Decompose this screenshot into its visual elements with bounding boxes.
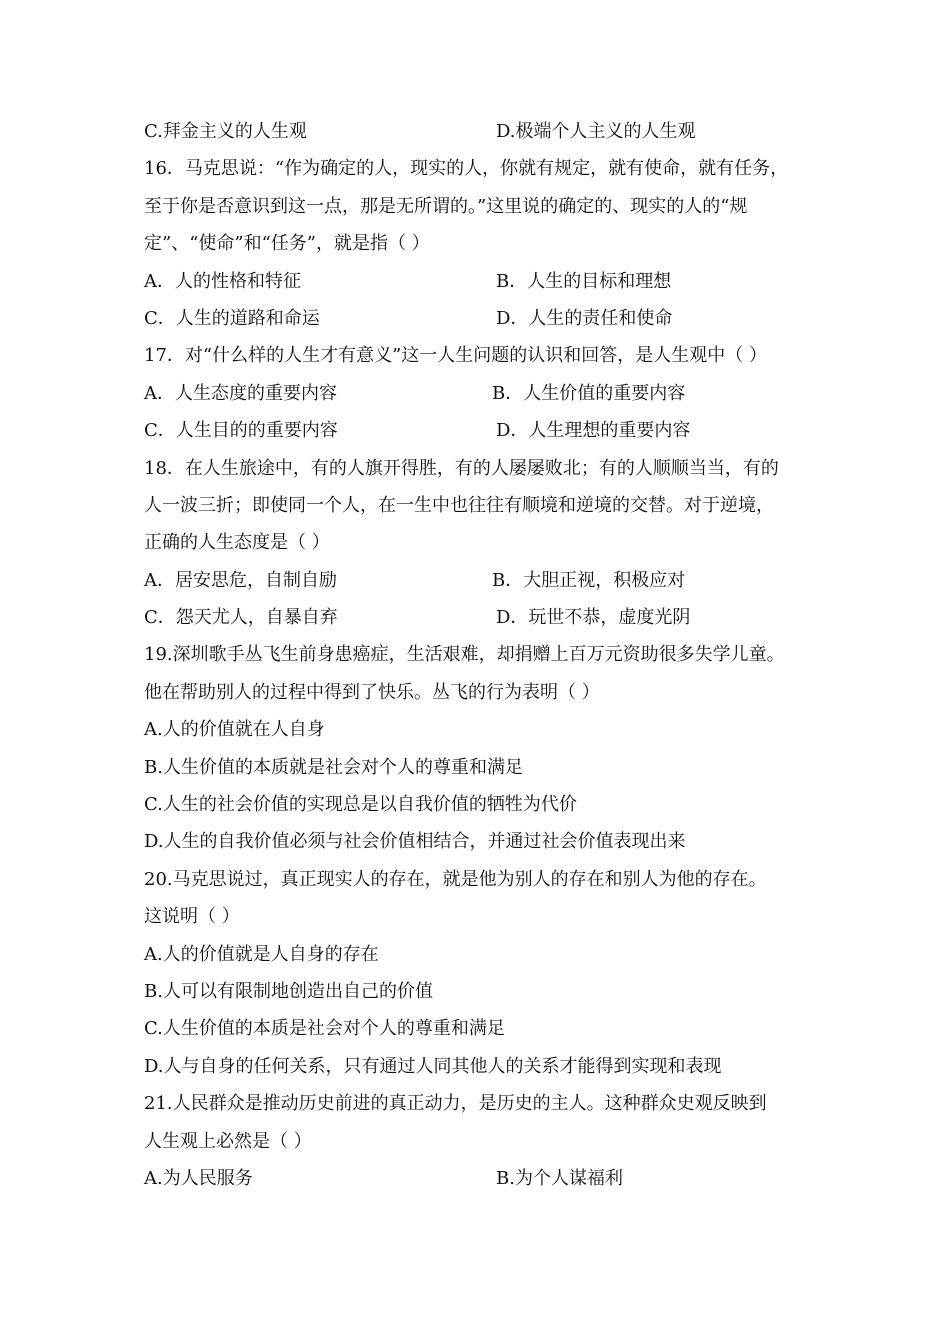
q18-option-d: D．玩世不恭，虚度光阴 — [496, 607, 691, 629]
q18-options-cd — [144, 599, 824, 636]
q16-option-a: A．人的性格和特征 — [144, 270, 301, 292]
q17-stem-line-1: 17．对“什么样的人生才有意义”这一人生问题的认识和回答，是人生观中（ ） — [144, 345, 768, 367]
q20-option-b: B.人可以有限制地创造出自己的价值 — [144, 980, 433, 1002]
q18-option-b: B．大胆正视，积极应对 — [492, 569, 686, 591]
q17-option-d: D．人生理想的重要内容 — [496, 420, 691, 442]
q20-option-c: C.人生价值的本质是社会对个人的尊重和满足 — [144, 1018, 505, 1040]
q16-option-b: B．人生的目标和理想 — [496, 270, 672, 292]
q15-option-c: C.拜金主义的人生观 — [144, 121, 307, 142]
q17-option-a: A．人生态度的重要内容 — [144, 382, 337, 404]
q21-stem-line-1: 21.人民群众是推动历史前进的真正动力，是历史的主人。这种群众史观反映到 — [144, 1093, 767, 1115]
q18-stem-line-3: 正确的人生态度是（ ） — [144, 532, 330, 554]
q16-options-ab — [144, 263, 824, 300]
q16-stem-line-1: 16．马克思说：“作为确定的人，现实的人，你就有规定，就有使命，就有任务， — [144, 158, 789, 180]
q20-option-d: D.人与自身的任何关系，只有通过人同其他人的关系才能得到实现和表现 — [144, 1055, 722, 1077]
q21-option-a: A.为人民服务 — [144, 1167, 253, 1189]
q18-option-c: C．怨天尤人，自暴自弃 — [144, 607, 338, 629]
q18-stem-line-1: 18．在人生旅途中，有的人旗开得胜，有的人屡屡败北；有的人顺顺当当，有的 — [144, 457, 779, 479]
q18-stem-line-2: 人一波三折；即使同一个人，在一生中也往往有顺境和逆境的交替。对于逆境， — [144, 494, 774, 516]
q19-option-a: A.人的价值就在人自身 — [144, 719, 325, 741]
q19-option-b: B.人生价值的本质就是社会对个人的尊重和满足 — [144, 756, 523, 778]
q19-option-c: C.人生的社会价值的实现总是以自我价值的牺牲为代价 — [144, 794, 577, 816]
q16-option-c: C．人生的道路和命运 — [144, 307, 320, 329]
q19-stem-line-2: 他在帮助别人的过程中得到了快乐。丛飞的行为表明（ ） — [144, 681, 600, 703]
q17-options-cd — [144, 412, 824, 449]
q20-stem-line-1: 20.马克思说过，真正现实人的存在，就是他为别人的存在和别人为他的存在。 — [144, 868, 767, 890]
q17-option-c: C．人生目的的重要内容 — [144, 420, 338, 442]
question-15-options-cd — [144, 113, 824, 150]
q17-options-ab — [144, 375, 824, 412]
q21-option-b: B.为个人谋福利 — [496, 1167, 623, 1189]
q20-option-a: A.人的价值就是人自身的存在 — [144, 943, 379, 965]
q16-stem-line-2: 至于你是否意识到这一点，那是无所谓的。”这里说的确定的、现实的人的“规 — [144, 195, 748, 217]
exam-page — [144, 113, 824, 1197]
q19-option-d: D.人生的自我价值必须与社会价值相结合，并通过社会价值表现出来 — [144, 831, 686, 853]
q16-options-cd — [144, 300, 824, 337]
q19-stem-line-1: 19.深圳歌手丛飞生前身患癌症，生活艰难，却捐赠上百万元资助很多失学儿童。 — [144, 644, 785, 666]
q21-stem-line-2: 人生观上必然是（ ） — [144, 1130, 312, 1152]
q18-option-a: A．居安思危，自制自励 — [144, 569, 337, 591]
q20-stem-line-2: 这说明（ ） — [144, 906, 240, 928]
q17-option-b: B．人生价值的重要内容 — [492, 382, 686, 404]
q21-options-ab — [144, 1160, 824, 1197]
q18-options-ab — [144, 562, 824, 599]
q16-option-d: D．人生的责任和使命 — [496, 307, 673, 329]
q16-stem-line-3: 定”、“使命”和“任务”，就是指（ ） — [144, 233, 430, 255]
q15-option-d: D.极端个人主义的人生观 — [496, 121, 696, 142]
